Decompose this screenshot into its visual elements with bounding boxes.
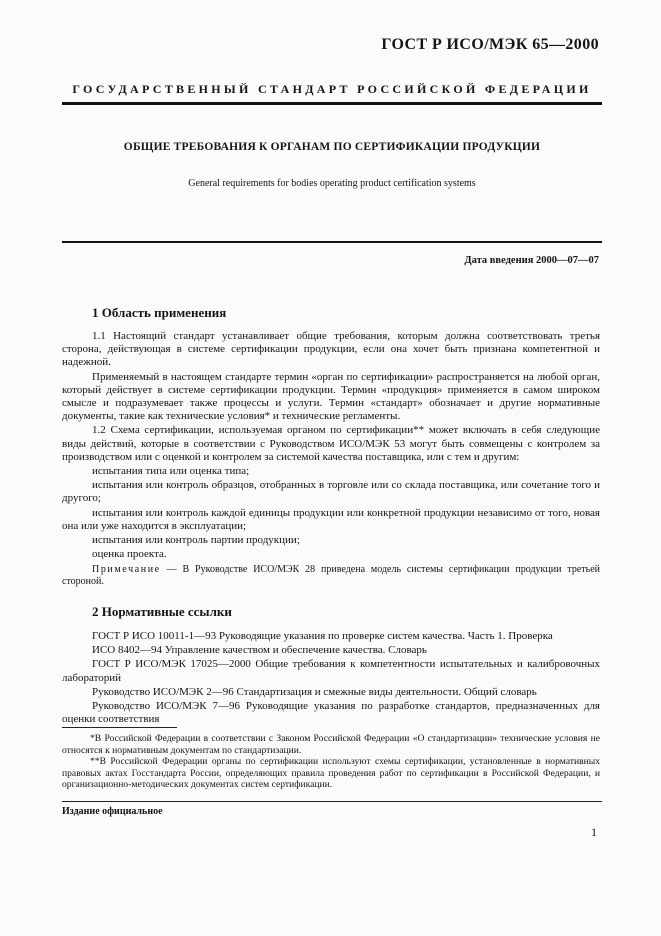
edition-label: Издание официальное (62, 806, 163, 817)
footnotes (62, 733, 600, 791)
document-title-english: General requirements for bodies operating product certification systems (188, 178, 476, 189)
footnote-2: **В Российской Федерации органы по сертификации используют схемы сертификации, установленные в нормативных правовых актах Госстандарта России, определяющих правила проведения работ по сертификации в Российской Федерации, и организационно-методических документах систем сертификации. (62, 756, 600, 791)
reference-item: ИСО 8402—94 Управление качеством и обеспечение качества. Словарь (92, 644, 427, 657)
reference-item: ГОСТ Р ИСО/МЭК 17025—2000 Общие требования к компетентности испытательных и калибровочных лабораторий (62, 658, 600, 684)
intro-date: Дата введения 2000—07—07 (464, 255, 599, 266)
title-rule (62, 241, 602, 243)
bottom-rule (62, 801, 602, 802)
note-label: Примечание (92, 564, 161, 576)
reference-item: Руководство ИСО/МЭК 7—96 Руководящие указания по разработке стандартов, предназначенных для оценки соответствия (62, 700, 600, 726)
paragraph-1-2: 1.2 Схема сертификации, используемая органом по сертификации** может включать в себя следующие виды действий, которые в соответствии с Руководством ИСО/МЭК 53 могут быть совмещены с контролем за производством или с оценкой и контролем за системой качества поставщика, или с тем и другим: (62, 424, 600, 463)
section-1-body (62, 330, 600, 589)
state-standard-banner: ГОСУДАРСТВЕННЫЙ СТАНДАРТ РОССИЙСКОЙ ФЕДЕРАЦИИ (72, 82, 592, 96)
section-1-heading: 1 Область применения (92, 305, 227, 320)
footnote-rule (62, 727, 177, 728)
note-text: — В Руководстве ИСО/МЭК 28 приведена модель системы сертификации продукции третьей стороной. (62, 564, 600, 588)
paragraph-terms: Применяемый в настоящем стандарте термин «орган по сертификации» распространяется на любой орган, который действует в системе сертификации продукции. Термин «продукция» применяется в самом широком смысле и подразумевает также процессы и услуги. Термин «стандарт» обозначает и другие нормативные документы, такие как технические условия* и технические регламенты. (62, 370, 600, 423)
reference-item: ГОСТ Р ИСО 10011-1—93 Руководящие указания по проверке систем качества. Часть 1. Проверка (92, 630, 553, 642)
footnote-1: *В Российской Федерации в соответствии с Законом Российской Федерации «О стандартизации» технические условия не относятся к нормативным документам по стандартизации. (62, 733, 600, 756)
document-title: ОБЩИЕ ТРЕБОВАНИЯ К ОРГАНАМ ПО СЕРТИФИКАЦИИ ПРОДУКЦИИ (123, 141, 541, 153)
list-item: испытания или контроль каждой единицы продукции или конкретной продукции независимо от того, новая она или уже находится в эксплуатации; (62, 506, 600, 532)
reference-item: Руководство ИСО/МЭК 2—96 Стандартизация и смежные виды деятельности. Общий словарь (92, 685, 537, 698)
section-2-heading: 2 Нормативные ссылки (92, 604, 232, 619)
page-number: 1 (591, 825, 597, 839)
list-item: испытания типа или оценка типа; (92, 465, 250, 478)
paragraph-1-1: 1.1 Настоящий стандарт устанавливает общие требования, которым должна соответствовать третья сторона, действующая в системе сертификации продукции, если она хочет быть признана компетентной и надежной. (62, 330, 600, 369)
list-item: испытания или контроль партии продукции; (92, 534, 300, 547)
list-item: оценка проекта. (92, 548, 167, 561)
section-2-body (62, 630, 600, 727)
gost-code: ГОСТ Р ИСО/МЭК 65—2000 (381, 36, 599, 53)
top-rule (62, 102, 602, 105)
note (62, 564, 600, 588)
list-item: испытания или контроль образцов, отобранных в торговле или со склада поставщика, или сочетание того и другого; (62, 479, 600, 505)
